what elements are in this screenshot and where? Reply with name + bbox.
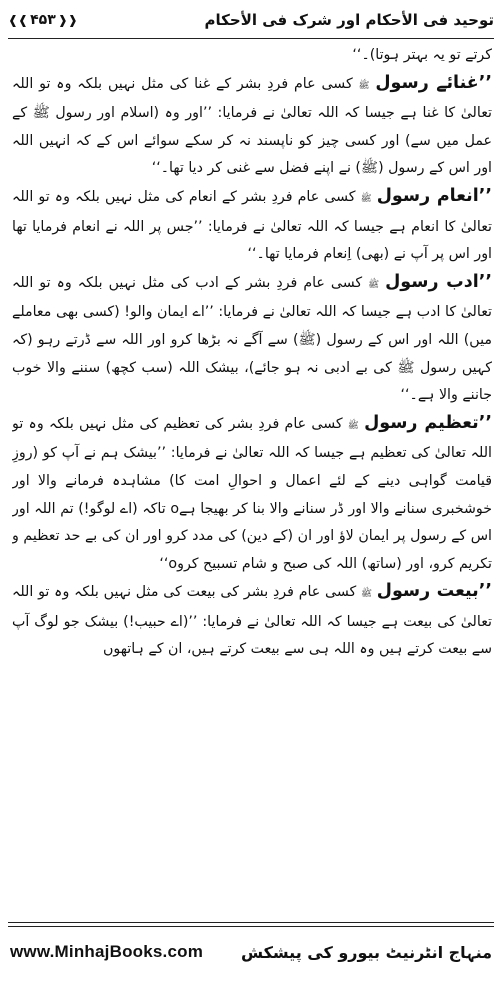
salutation-glyph: ﷺ <box>358 80 370 91</box>
salutation-glyph: ﷺ <box>347 420 359 431</box>
section-heading: ’’غنائے رسول <box>375 72 492 93</box>
paragraph-text: کسی عام فردِ بشر کے ادب کی مثل نہیں بلکہ وہ تو اللہ تعالیٰ کا ادب ہے جیسا کہ اللہ تعالیٰ نے فرمایا: ’’اے ایمان والو! (کسی بھی معاملے میں) اللہ اور اس کے رسول (ﷺ) سے آگے نہ بڑھا کرو اور اللہ سے ڈرتے رہو (کہ کہیں رسول ﷺ کی بے ادبی نہ ہو جائے)، بیشک اللہ (سب کچھ) سننے والا خوب جاننے والا ہے۔‘‘ <box>12 274 492 404</box>
paragraph-inaam <box>12 183 492 269</box>
section-heading: ’’انعام رسول <box>376 185 492 206</box>
paragraph-adab <box>12 269 492 410</box>
page-footer <box>10 932 492 972</box>
section-heading: ’’بیعت رسول <box>376 581 492 602</box>
salutation-glyph: ﷺ <box>360 193 372 204</box>
ornament-right-icon: ❱❱ <box>57 13 78 27</box>
header-divider <box>8 38 494 39</box>
paragraph-bayat <box>12 578 492 664</box>
ornament-left-icon: ❰❰ <box>8 13 29 27</box>
paragraph-continuation <box>12 42 492 70</box>
page-number-value: ۴۵۳ <box>30 12 56 28</box>
page-body <box>12 42 492 919</box>
header-title: توحید فی الأحکام اور شرک فی الأحکام <box>204 11 494 29</box>
salutation-glyph: ﷺ <box>361 589 372 600</box>
section-heading: ’’ادب رسول <box>385 271 492 292</box>
paragraph-text: کسی عام فردِ بشر کی تعظیم کی مثل نہیں بلکہ وہ تو اللہ تعالیٰ کی تعظیم ہے جیسا کہ اللہ تعالیٰ نے فرمایا: ’’بیشک ہم نے آپ کو (روزِ قیامت گواہی دینے کے لئے اعمال و احوالِ امت کا) مشاہدہ فرمانے والا اور خوشخبری سنانے والا اور ڈر سنانے والا بنا کر بھیجا ہےo تاکہ (اے لوگو!) تم اللہ اور اس کے رسول پر ایمان لاؤ اور ان (کے دین) کی مدد کرو اور ان کی بے حد تعظیم و تکریم کرو، اور (ساتھ) اللہ کی صبح و شام تسبیح کروo‘‘ <box>12 415 492 572</box>
page-number <box>8 12 78 28</box>
paragraph-text: کسی عام فردِ بشر کے غنا کی مثل نہیں بلکہ وہ تو اللہ تعالیٰ کا غنا ہے جیسا کہ اللہ تعالیٰ نے فرمایا: ’’اور وہ (اسلام اور رسول ﷺ کے عمل میں سے) اور کسی چیز کو ناپسند نہ کر سکے سوائے اس کے کہ انہیں اللہ اور اس کے رسول (ﷺ) نے اپنے فضل سے غنی کر دیا تھا۔‘‘ <box>12 75 492 177</box>
paragraph-text: کسی عام فردِ بشر کی بیعت کی مثل نہیں بلکہ وہ تو اللہ تعالیٰ کی بیعت ہے جیسا کہ اللہ تعالیٰ نے فرمایا: ’’(اے حبیب!) بیشک جو لوگ آپ سے بیعت کرتے ہیں وہ اللہ ہی سے بیعت کرتے ہیں، ان کے ہاتھوں <box>12 584 492 658</box>
paragraph-text: کسی عام فردِ بشر کے انعام کی مثل نہیں بلکہ وہ تو اللہ تعالیٰ کا انعام ہے جیسا کہ اللہ تعالیٰ نے فرمایا: ’’جس پر اللہ نے انعام فرمایا تھا اور اس پر آپ نے (بھی) اِنعام فرمایا تھا۔‘‘ <box>12 188 492 263</box>
footer-url-link[interactable]: www.MinhajBooks.com <box>10 942 204 961</box>
footer-tagline: منہاج انٹرنیٹ بیورو کی پیشکش <box>240 942 492 962</box>
footer-divider-top <box>8 922 494 923</box>
section-heading: ’’تعظیم رسول <box>364 412 492 433</box>
page-header <box>8 4 494 36</box>
paragraph-ghana <box>12 70 492 183</box>
paragraph-tazeem <box>12 410 492 579</box>
salutation-glyph: ﷺ <box>368 279 380 290</box>
paragraph-text: کرتے تو یہ بہتر ہوتا)۔‘‘ <box>352 47 492 63</box>
footer-divider-bottom <box>8 926 494 927</box>
